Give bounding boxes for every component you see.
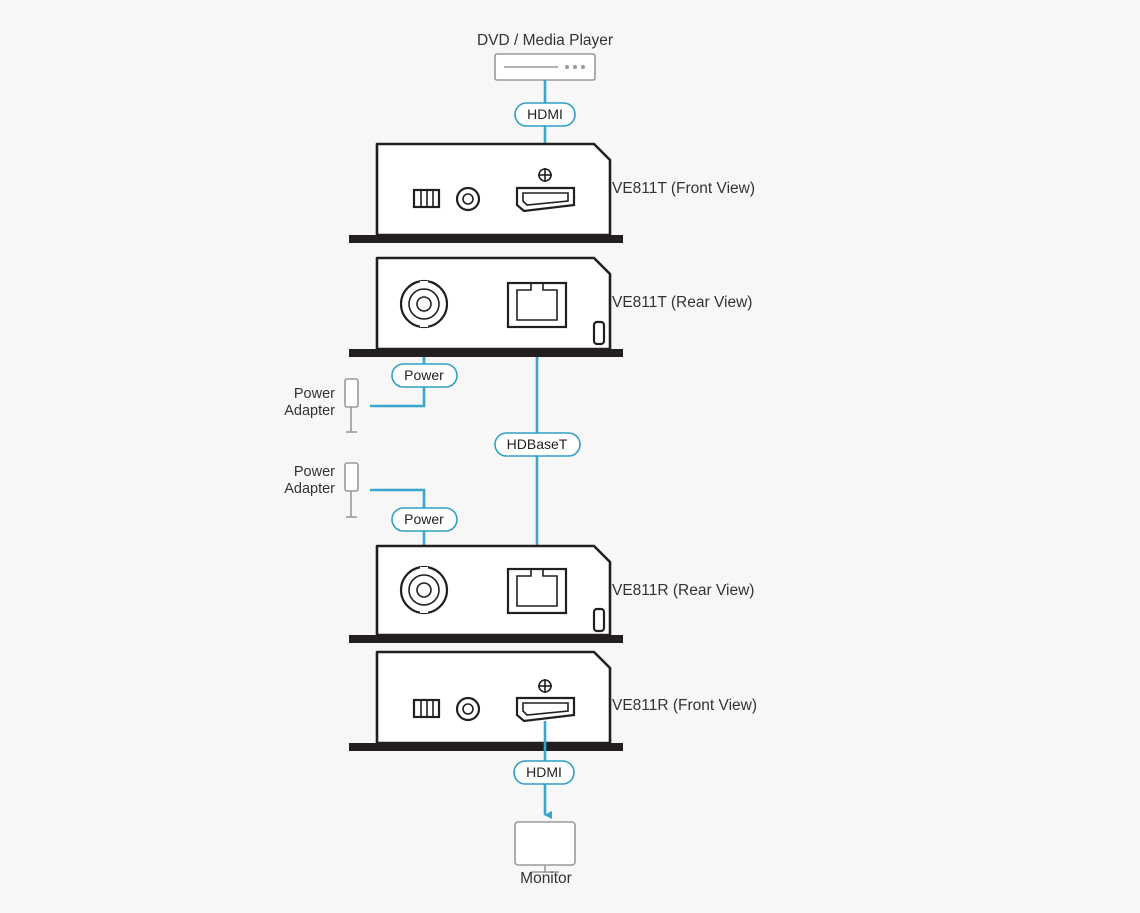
power-1-label: Power	[404, 367, 444, 383]
ve811t-front-button	[457, 188, 479, 210]
ve811r-rear-side-tab	[594, 609, 604, 631]
ve811r-front-dip-switch	[414, 700, 439, 717]
r-power-jack-notch-top	[420, 567, 428, 572]
node-ve811t-rear	[349, 258, 752, 357]
hdmi-in-label: HDMI	[527, 106, 563, 122]
power-adapter-1-label-line2: Adapter	[284, 403, 335, 419]
power-1-wire-elbow	[370, 386, 424, 406]
ve811r-rear-base	[349, 635, 623, 643]
power-adapter-2-label-line1: Power	[293, 464, 335, 480]
ve811t-rear-base	[349, 349, 623, 357]
ve811r-front-base	[349, 743, 623, 751]
node-dvd-media-player	[477, 32, 613, 80]
power-2-wire-elbow	[370, 490, 424, 508]
hdmi-out-label: HDMI	[526, 764, 562, 780]
ve811r-front-button-outer	[457, 698, 479, 720]
ve811r-front-button	[457, 698, 479, 720]
power-adapter-1-brick	[345, 379, 358, 407]
dvd-media-player-label: DVD / Media Player	[476, 32, 614, 49]
node-ve811r-front	[349, 652, 757, 751]
ve811r-rear-power-jack	[401, 567, 447, 613]
power-2-label: Power	[404, 511, 444, 527]
power-jack-notch-bottom	[420, 322, 428, 327]
node-power-adapter-1	[284, 379, 358, 432]
node-power-adapter-2	[284, 463, 358, 517]
ve811t-rear-rj45-port	[508, 283, 566, 327]
node-ve811t-front	[349, 144, 755, 243]
power-adapter-2-brick	[345, 463, 358, 491]
connection-power-1	[370, 357, 457, 406]
r-power-jack-outer	[401, 567, 447, 613]
ve811t-front-label: VE811T (Front View)	[612, 180, 756, 197]
node-monitor	[515, 822, 575, 887]
hdbaset-label: HDBaseT	[506, 436, 568, 452]
ve811t-rear-power-jack	[401, 281, 447, 327]
monitor-screen	[515, 822, 575, 865]
connection-hdbaset	[495, 357, 580, 548]
ve811r-front-label: VE811R (Front View)	[612, 697, 758, 714]
power-adapter-1-label-line1: Power	[293, 386, 335, 402]
r-power-jack-notch-bottom	[420, 608, 428, 613]
ve811t-rear-label: VE811T (Rear View)	[612, 294, 753, 311]
power-jack-outer	[401, 281, 447, 327]
ve811r-rear-rj45-port	[508, 569, 566, 613]
dvd-player-led-2	[573, 65, 577, 69]
ve811r-rear-label: VE811R (Rear View)	[612, 582, 755, 599]
connection-power-2	[370, 490, 457, 548]
node-ve811r-rear	[349, 546, 754, 643]
ve811t-front-base	[349, 235, 623, 243]
ve811t-rear-side-tab	[594, 322, 604, 344]
monitor-label: Monitor	[520, 870, 572, 887]
dvd-player-led-1	[565, 65, 569, 69]
power-adapter-2-label-line2: Adapter	[284, 481, 335, 497]
dvd-player-led-3	[581, 65, 585, 69]
ve811t-front-dip-switch	[414, 190, 439, 207]
power-jack-notch-top	[420, 281, 428, 286]
ve811t-front-button-outer	[457, 188, 479, 210]
